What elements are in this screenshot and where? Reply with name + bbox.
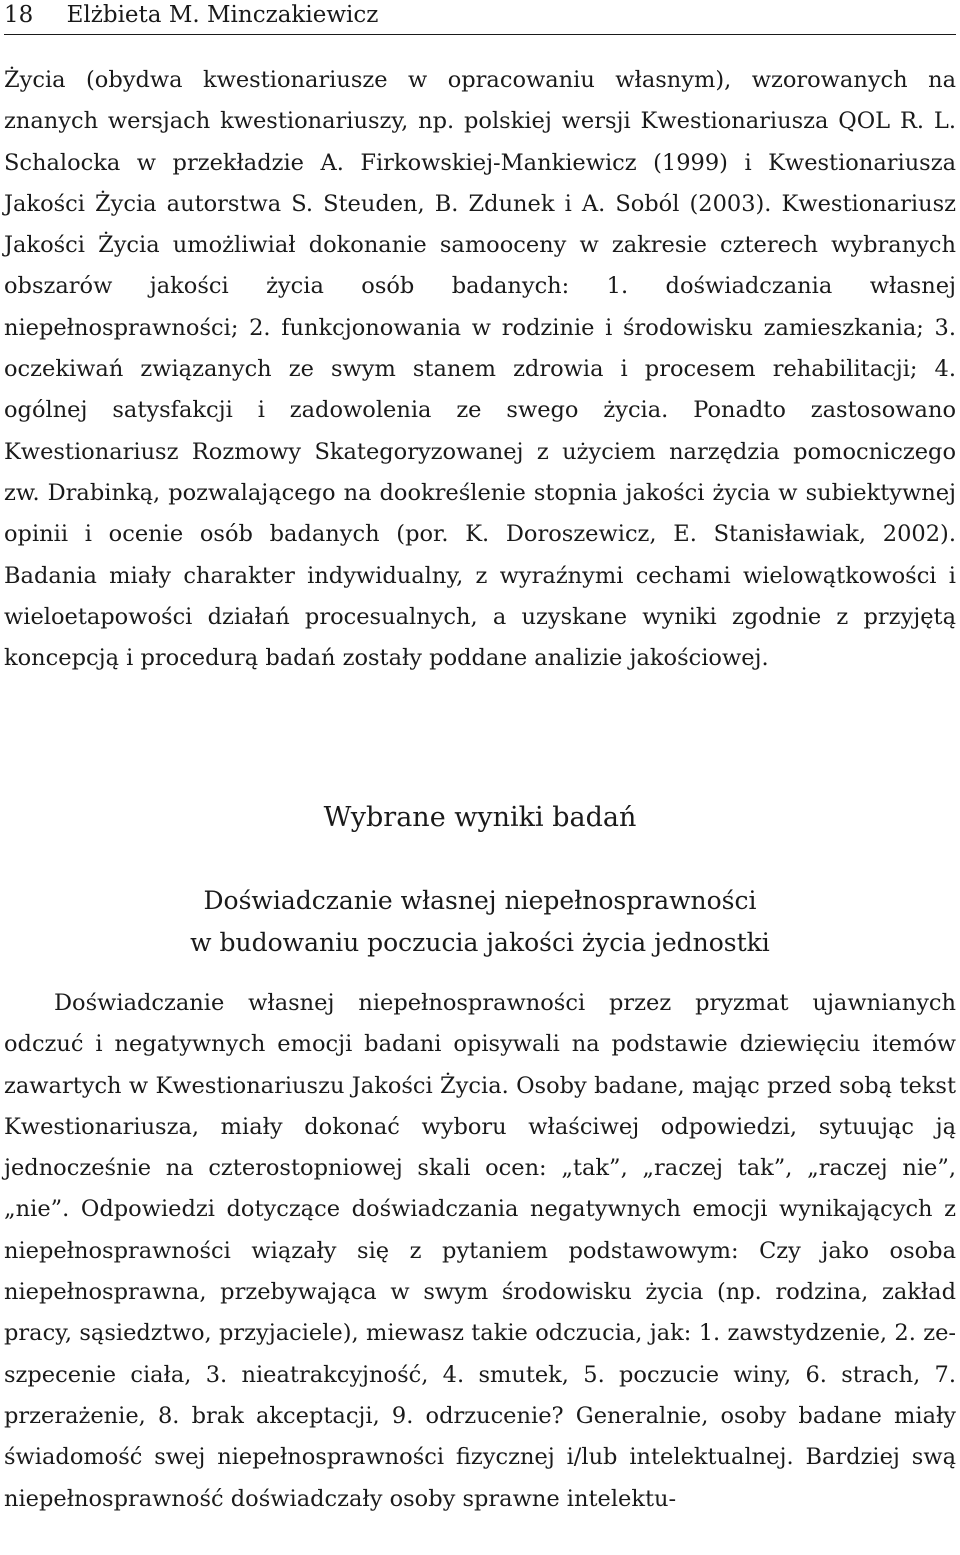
body-paragraph-methods: Życia (obydwa kwestionariusze w opracowaniu własnym), wzorowanych na znanych wersjach kwestionariuszy, np. polskiej wersji Kwestionariusza QOL R. L. Schalocka w przekładzie A. Firkowskiej-Mankiewicz (1999) i Kwestionariusza Jakości Życia autorstwa S. Steuden, B. Zdunek i A. Soból (2003). Kwestionariusz Jakości Życia umożliwiał dokonanie samooceny w zakresie czterech wybranych obszarów jakości życia osób badanych: 1. doświadczania własnej niepełnosprawności; 2. funkcjonowania w rodzinie i środowisku zamieszkania; 3. oczekiwań związanych ze swym stanem zdrowia i procesem rehabilitacji; 4. ogólnej satysfakcji i zadowolenia ze swego życia. Ponadto zastosowano Kwestionariusz Rozmowy Skategoryzowanej z użyciem narzędzia pomocniczego zw. Drabinką, pozwalającego na dookreślenie stopnia jakości życia w subiektywnej opinii i ocenie osób badanych (por. K. Doroszewicz, E. Stanisławiak, 2002). Badania miały charakter indywidualny, z wyraźnymi cechami wielowątkowości i wieloetapowości działań procesualnych, a uzyskane wyniki zgodnie z przyjętą koncepcją i procedurą badań zostały poddane analizie jakościowej. <box>4 67 956 672</box>
running-header-author: Elżbieta M. Minczakiewicz <box>66 2 379 28</box>
subsection-title-line-1: Doświadczanie własnej niepełnosprawności <box>203 886 757 915</box>
section-title: Wybrane wyniki badań <box>323 802 637 833</box>
page-number: 18 <box>4 2 34 28</box>
body-paragraph-results: Doświadczanie własnej niepełnosprawności przez pryzmat ujawnianych odczuć i negatywnych emocji badani opisywali na podstawie dziewięciu itemów zawartych w Kwestionariuszu Jakości Życia. Osoby badane, mając przed sobą tekst Kwestionariusza, miały dokonać wyboru właściwej odpowiedzi, sytuując ją jednocześnie na czterostopniowej skali ocen: „tak”, „raczej tak”, „raczej nie”, „nie”. Odpowiedzi dotyczące doświadczania negatywnych emocji wynikających z niepełnosprawności wiązały się z pytaniem podstawowym: Czy jako osoba niepełnosprawna, przebywająca w swym środowisku życia (np. rodzina, zakład pracy, sąsiedztwo, przyjaciele), miewasz takie odczucia, jak: 1. zawstydzenie, 2. zeszpecenie ciała, 3. nieatrakcyjność, 4. smutek, 5. poczucie winy, 6. strach, 7. przerażenie, 8. brak akceptacji, 9. odrzucenie? Generalnie, osoby badane miały świadomość swej niepełnosprawności fizycznej i/lub intelektualnej. Bardziej swą niepełnosprawność doświadczały osoby sprawne intelektu- <box>4 990 956 1512</box>
subsection-title <box>0 880 960 964</box>
subsection-title-line-2: w budowaniu poczucia jakości życia jednostki <box>190 928 770 957</box>
running-header <box>4 0 956 35</box>
